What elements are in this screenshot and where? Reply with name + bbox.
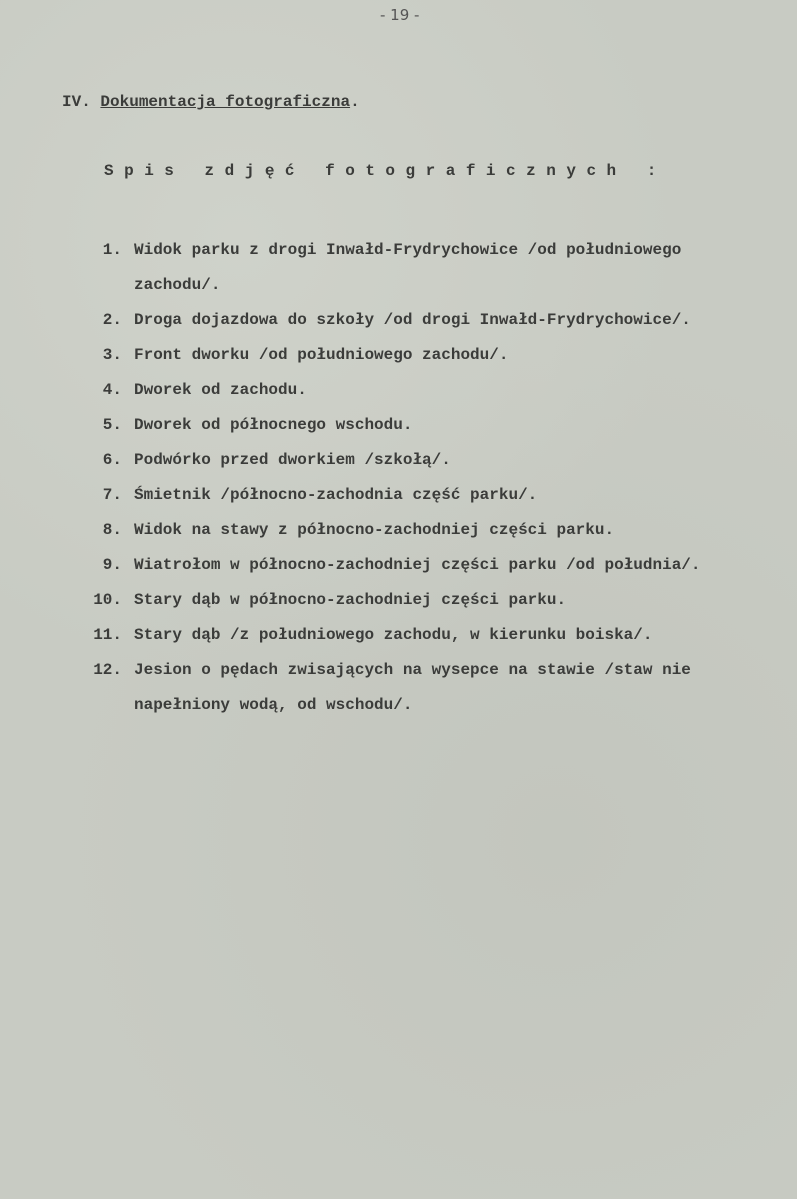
- list-item: [0, 338, 734, 373]
- item-text: Śmietnik /północno-zachodnia część parku/.: [134, 486, 538, 504]
- item-text: Podwórko przed dworkiem /szkołą/.: [134, 451, 451, 469]
- page-number: - 19 -: [380, 6, 420, 24]
- item-text: Stary dąb /z południowego zachodu, w kierunku boiska/.: [134, 626, 653, 644]
- item-text: Dworek od północnego wschodu.: [134, 416, 413, 434]
- list-item: [0, 583, 734, 618]
- list-item: [0, 408, 734, 443]
- list-item: [0, 513, 734, 548]
- list-item: [0, 478, 734, 513]
- item-number: 3.: [102, 346, 122, 364]
- item-text: Widok parku z drogi Inwałd-Frydrychowice /od południowego zachodu/.: [134, 241, 682, 294]
- item-text: Droga dojazdowa do szkoły /od drogi Inwałd-Frydrychowice/.: [134, 311, 691, 329]
- item-number: 11.: [93, 626, 122, 644]
- list-item: [0, 443, 734, 478]
- item-number: 4.: [102, 381, 122, 399]
- item-text: Front dworku /od południowego zachodu/.: [134, 346, 509, 364]
- list-subtitle: Spis zdjęć fotograficznych :: [104, 162, 667, 180]
- item-number: 12.: [93, 661, 122, 679]
- section-title: Dokumentacja fotograficzna: [100, 93, 351, 111]
- list-item: [0, 373, 734, 408]
- list-item: [0, 653, 734, 723]
- item-text: Wiatrołom w północno-zachodniej części parku /od południa/.: [134, 556, 701, 574]
- item-text: Jesion o pędach zwisających na wysepce na stawie /staw nie napełniony wodą, od wschodu/.: [134, 661, 691, 714]
- item-text: Widok na stawy z północno-zachodniej części parku.: [134, 521, 615, 539]
- item-number: 10.: [93, 591, 122, 609]
- section-numeral: IV.: [62, 93, 91, 111]
- item-number: 7.: [102, 486, 122, 504]
- item-number: 2.: [102, 311, 122, 329]
- item-text: Stary dąb w północno-zachodniej części parku.: [134, 591, 567, 609]
- photo-list: [0, 233, 734, 723]
- item-number: 5.: [102, 416, 122, 434]
- item-number: 8.: [102, 521, 122, 539]
- item-number: 6.: [102, 451, 122, 469]
- item-number: 9.: [102, 556, 122, 574]
- list-item: [0, 303, 734, 338]
- list-item: [0, 548, 734, 583]
- item-number: 1.: [102, 241, 122, 259]
- section-heading: [62, 93, 360, 111]
- list-item: [0, 233, 734, 303]
- item-text: Dworek od zachodu.: [134, 381, 307, 399]
- list-item: [0, 618, 734, 653]
- section-period: .: [350, 93, 360, 111]
